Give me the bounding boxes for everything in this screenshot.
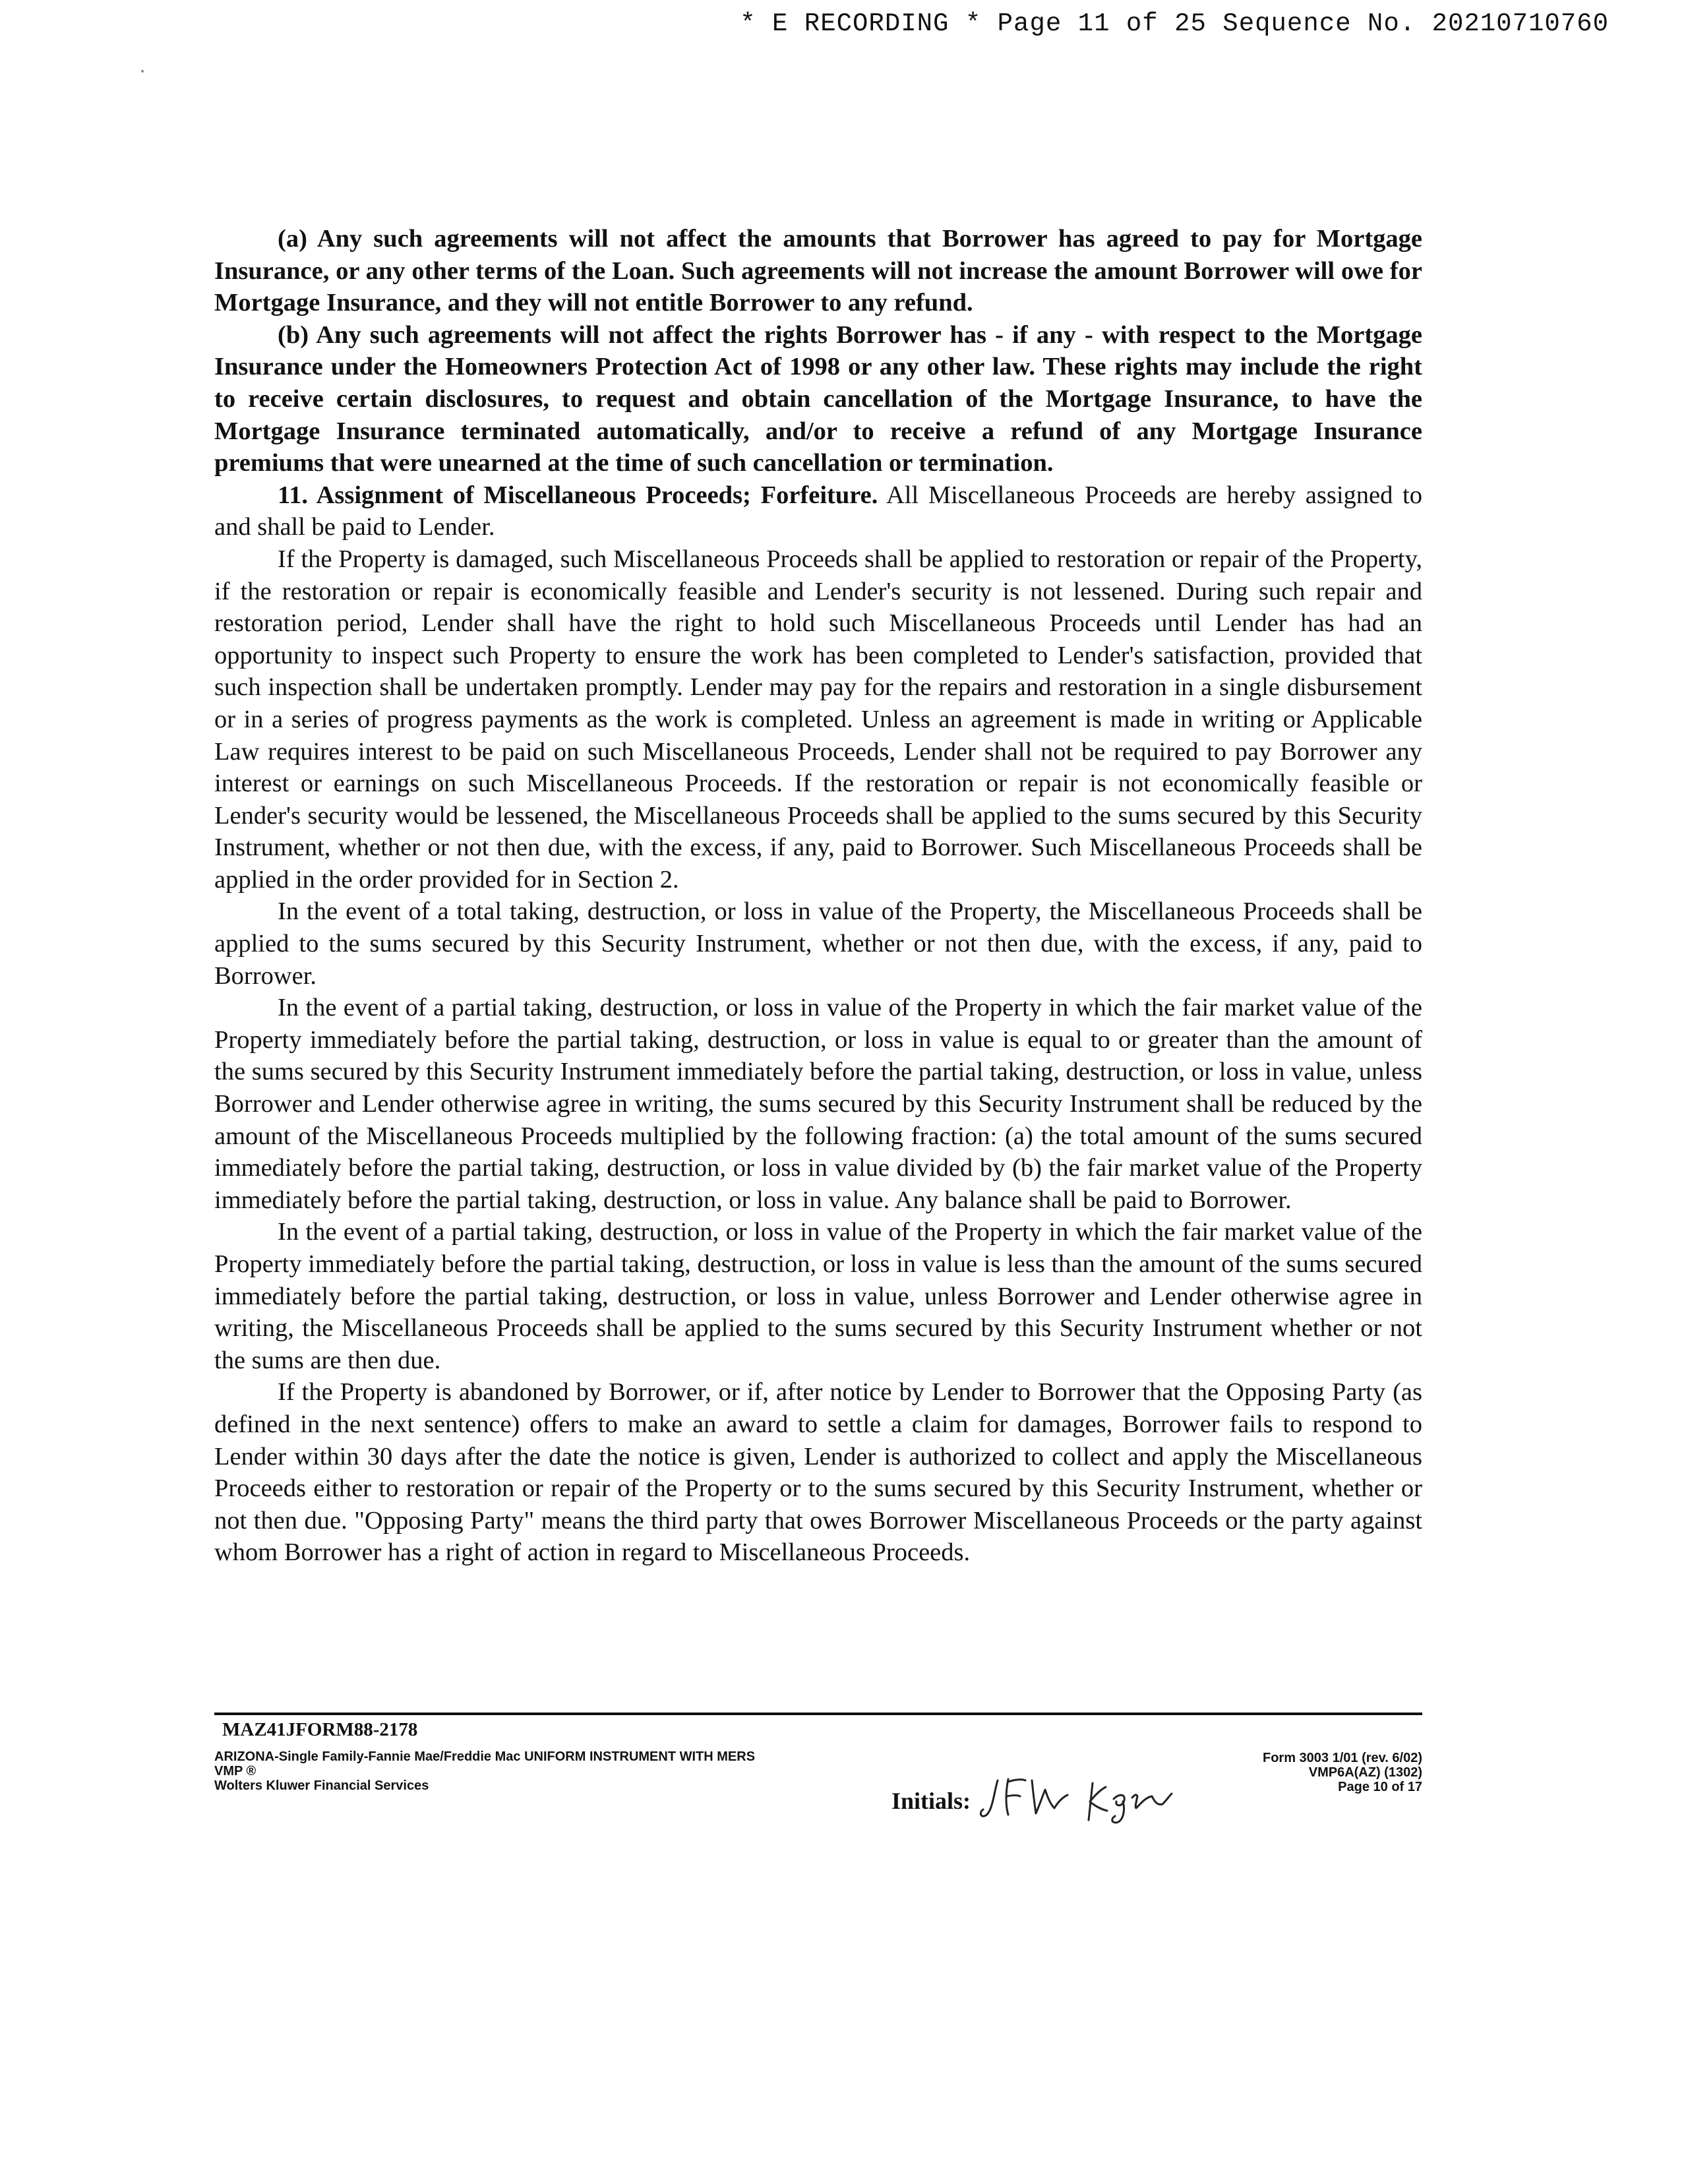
paragraph-partial-greater: In the event of a partial taking, destruction, or loss in value of the Property in which the fair market value of the Property immediately before the partial taking, destruction, or loss in value is equal to or greater than the amount of the sums secured by this Security Instrument immediately before the partial taking, destruction, or loss in value, unless Borrower and Lender otherwise agree in writing, the sums secured by this Security Instrument shall be reduced by the amount of the Miscellaneous Proceeds multiplied by the following fraction: (a) the total amount of the sums secured immediately before the partial taking, destruction, or loss in value divided by (b) the fair market value of the Property immediately before the partial taking, destruction, or loss in value. Any balance shall be paid to Borrower. xyxy=(214,994,1422,1214)
handwritten-initials-icon xyxy=(979,1767,1190,1827)
form-code: MAZ41JFORM88-2178 xyxy=(222,1719,418,1740)
scan-speck xyxy=(141,70,144,73)
section-11-heading: 11. Assignment of Miscellaneous Proceeds; Forfeiture. xyxy=(278,481,878,509)
initials-label: Initials: xyxy=(891,1788,971,1814)
recording-header: * E RECORDING * Page 11 of 25 Sequence No. 20210710760 xyxy=(740,9,1609,38)
paragraph-a: (a) Any such agreements will not affect the amounts that Borrower has agreed to pay for Mortgage Insurance, or any other terms of the Loan. Such agreements will not increase the amount Borrower will owe for Mortgage Insurance, and they will not entitle Borrower to any refund. xyxy=(214,225,1422,317)
footer-vmp-code: VMP6A(AZ) (1302) xyxy=(1308,1765,1422,1780)
paragraph-abandoned: If the Property is abandoned by Borrower, or if, after notice by Lender to Borrower that the Opposing Party (as defined in the next sentence) offers to make an award to settle a claim for damages, Borrower fails to respond to Lender within 30 days after the date the notice is given, Lender is authorized to collect and apply the Miscellaneous Proceeds either to restoration or repair of the Property or to the sums secured by this Security Instrument, whether or not then due. "Opposing Party" means the third party that owes Borrower Miscellaneous Proceeds or the party against whom Borrower has a right of action in regard to Miscellaneous Proceeds. xyxy=(214,1378,1422,1567)
footer-divider xyxy=(214,1713,1422,1715)
section-11-text: All Miscellaneous Proceeds are hereby assigned to and shall be paid to Lender. xyxy=(214,481,1422,541)
footer-form-title: ARIZONA-Single Family-Fannie Mae/Freddie Mac UNIFORM INSTRUMENT WITH MERS xyxy=(214,1749,756,1764)
footer-publisher: Wolters Kluwer Financial Services xyxy=(214,1778,429,1793)
paragraph-partial-less: In the event of a partial taking, destruction, or loss in value of the Property in which the fair market value of the Property immediately before the partial taking, destruction, or loss in value is less than the amount of the sums secured immediately before the partial taking, destruction, or loss in value, unless Borrower and Lender otherwise agree in writing, the Miscellaneous Proceeds shall be applied to the sums secured by this Security Instrument whether or not the sums are then due. xyxy=(214,1218,1422,1374)
paragraph-total-taking: In the event of a total taking, destruction, or loss in value of the Property, the Miscellaneous Proceeds shall be applied to the sums secured by this Security Instrument, whether or not then due, with the excess, if any, paid to Borrower. xyxy=(214,897,1422,990)
paragraph-damaged: If the Property is damaged, such Miscellaneous Proceeds shall be applied to restoration or repair of the Property, if the restoration or repair is economically feasible and Lender's security is not lessened. During such repair and restoration period, Lender shall have the right to hold such Miscellaneous Proceeds until Lender has had an opportunity to inspect such Property to ensure the work has been completed to Lender's satisfaction, provided that such inspection shall be undertaken promptly. Lender may pay for the repairs and restoration in a single disbursement or in a series of progress payments as the work is completed. Unless an agreement is made in writing or Applicable Law requires interest to be paid on such Miscellaneous Proceeds, Lender shall not be required to pay Borrower any interest or earnings on such Miscellaneous Proceeds. If the restoration or repair is not economically feasible or Lender's security would be lessened, the Miscellaneous Proceeds shall be applied to the sums secured by this Security Instrument, whether or not then due, with the excess, if any, paid to Borrower. Such Miscellaneous Proceeds shall be applied in the order provided for in Section 2. xyxy=(214,545,1422,894)
footer-page-number: Page 10 of 17 xyxy=(1338,1780,1422,1794)
footer-form-rev: Form 3003 1/01 (rev. 6/02) xyxy=(1263,1751,1422,1765)
section-11 xyxy=(214,479,1422,543)
document-body xyxy=(214,223,1422,1569)
paragraph-b: (b) Any such agreements will not affect the rights Borrower has - if any - with respect to the Mortgage Insurance under the Homeowners Protection Act of 1998 or any other law. These rights may include the right to receive certain disclosures, to request and obtain cancellation of the Mortgage Insurance, to have the Mortgage Insurance terminated automatically, and/or to receive a refund of any Mortgage Insurance premiums that were unearned at the time of such cancellation or termination. xyxy=(214,320,1422,477)
initials-signature xyxy=(979,1767,1190,1830)
footer-form-info xyxy=(214,1749,755,1793)
footer-vmp-mark: VMP ® xyxy=(214,1764,256,1778)
footer-form-number xyxy=(1263,1751,1422,1794)
